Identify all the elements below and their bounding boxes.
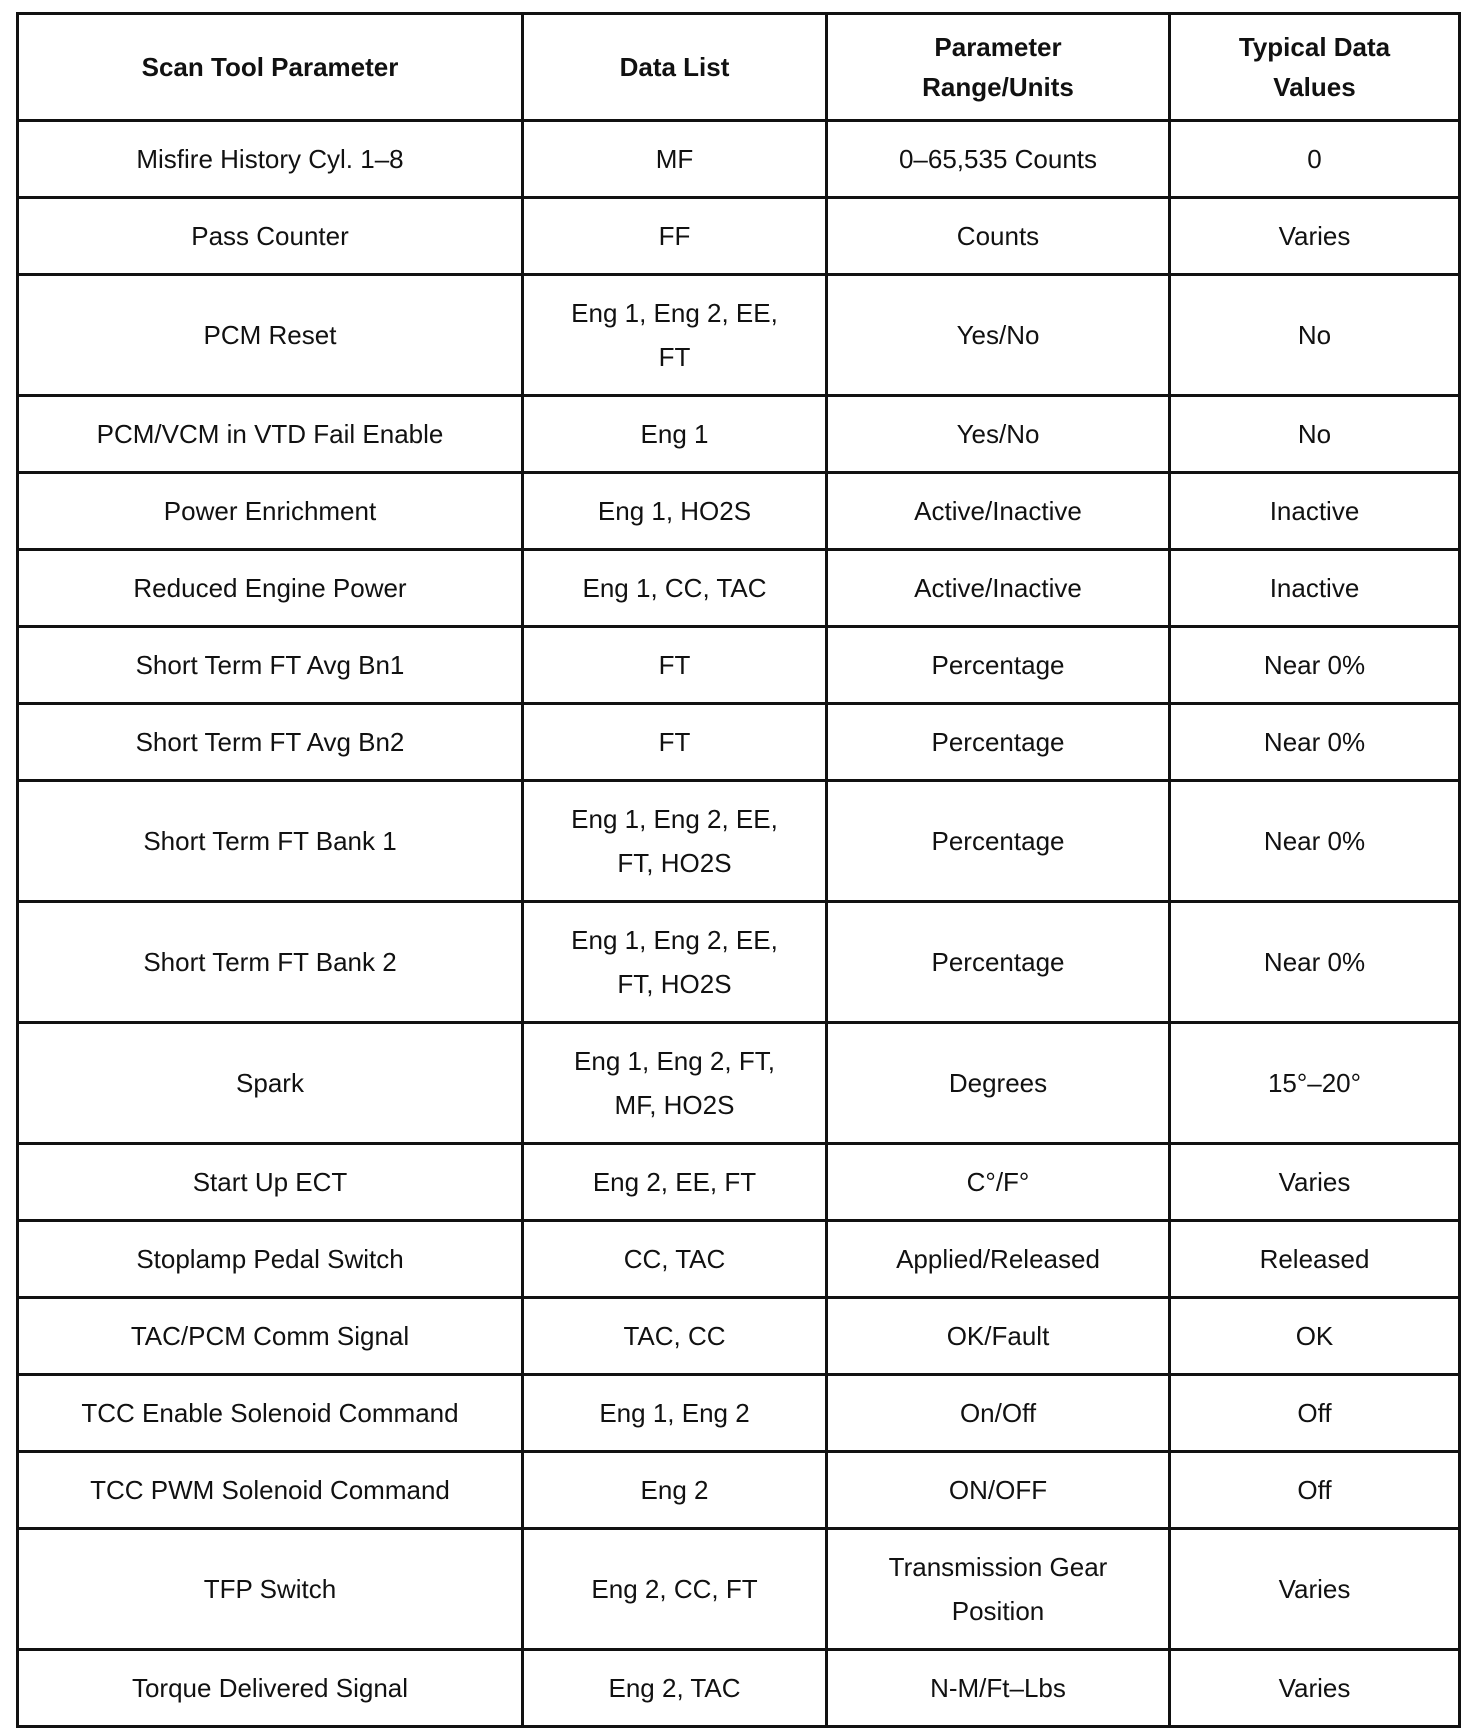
table-body (18, 121, 1460, 1727)
range-units-cell (827, 275, 1170, 396)
typical-value-cell (1170, 781, 1460, 902)
data-list-cell (523, 1375, 827, 1452)
cell-text: ON/OFF (948, 1475, 1048, 1505)
cell-text: Near 0% (1263, 727, 1366, 757)
cell-text: 0 (1307, 144, 1322, 174)
cell-text: Eng 2, CC, FT (591, 1574, 758, 1604)
cell-text: Near 0% (1263, 826, 1366, 856)
cell-text: Percentage (931, 650, 1065, 680)
typical-value-cell (1170, 1144, 1460, 1221)
range-units-cell (827, 1650, 1170, 1727)
cell-text: TAC/PCM Comm Signal (130, 1321, 410, 1351)
cell-text: Applied/Released (896, 1244, 1100, 1274)
cell-text: Short Term FT Bank 1 (143, 826, 397, 856)
parameter-cell (18, 275, 523, 396)
data-list-cell (523, 1452, 827, 1529)
cell-text: Off (1297, 1475, 1332, 1505)
cell-text: Varies (1278, 1167, 1351, 1197)
range-units-cell (827, 902, 1170, 1023)
cell-text: Near 0% (1263, 650, 1366, 680)
cell-text: OK (1295, 1321, 1334, 1351)
range-units-cell (827, 1529, 1170, 1650)
cell-text: Released (1259, 1244, 1370, 1274)
range-units-cell (827, 550, 1170, 627)
typical-value-cell (1170, 1023, 1460, 1144)
table-row (18, 1529, 1460, 1650)
parameter-cell (18, 121, 523, 198)
typical-value-cell (1170, 473, 1460, 550)
cell-text: Short Term FT Bank 2 (143, 947, 397, 977)
cell-text: Eng 1, Eng 2, EE, FT (571, 298, 778, 372)
typical-value-cell (1170, 1298, 1460, 1375)
parameter-cell (18, 704, 523, 781)
table-row (18, 1298, 1460, 1375)
cell-text: Near 0% (1263, 947, 1366, 977)
parameter-cell (18, 781, 523, 902)
typical-value-cell (1170, 627, 1460, 704)
typical-value-cell (1170, 198, 1460, 275)
cell-text: PCM Reset (203, 320, 337, 350)
table-row (18, 1023, 1460, 1144)
cell-text: PCM/VCM in VTD Fail Enable (96, 419, 444, 449)
cell-text: C°/F° (966, 1167, 1030, 1197)
table-row (18, 473, 1460, 550)
table-row (18, 704, 1460, 781)
cell-text: Misfire History Cyl. 1–8 (136, 144, 404, 174)
cell-text: TFP Switch (203, 1574, 337, 1604)
range-units-cell (827, 1375, 1170, 1452)
data-list-cell (523, 627, 827, 704)
table-row (18, 1221, 1460, 1298)
header-data-list: Data List (523, 14, 827, 121)
table-row (18, 781, 1460, 902)
data-list-cell (523, 198, 827, 275)
cell-text: Short Term FT Avg Bn2 (135, 727, 405, 757)
parameter-cell (18, 198, 523, 275)
header-typical-data-values: Typical Data Values (1170, 14, 1460, 121)
typical-value-cell (1170, 550, 1460, 627)
cell-text: Short Term FT Avg Bn1 (135, 650, 405, 680)
parameter-cell (18, 473, 523, 550)
data-list-cell (523, 1529, 827, 1650)
cell-text: Inactive (1269, 573, 1360, 603)
cell-text: Percentage (931, 947, 1065, 977)
cell-text: CC, TAC (623, 1244, 726, 1274)
range-units-cell (827, 121, 1170, 198)
typical-value-cell (1170, 1221, 1460, 1298)
range-units-cell (827, 1452, 1170, 1529)
cell-text: Yes/No (956, 320, 1040, 350)
cell-text: Inactive (1269, 496, 1360, 526)
cell-text: Eng 1, Eng 2, EE, FT, HO2S (571, 804, 778, 878)
range-units-cell (827, 473, 1170, 550)
cell-text: Yes/No (956, 419, 1040, 449)
header-row (18, 14, 1460, 121)
cell-text: On/Off (959, 1398, 1037, 1428)
cell-text: Stoplamp Pedal Switch (136, 1244, 404, 1274)
cell-text: No (1297, 419, 1332, 449)
data-list-cell (523, 473, 827, 550)
cell-text: MF (655, 144, 694, 174)
cell-text: FF (658, 221, 691, 251)
cell-text: Eng 2 (640, 1475, 709, 1505)
parameter-cell (18, 1023, 523, 1144)
range-units-cell (827, 704, 1170, 781)
range-units-cell (827, 1144, 1170, 1221)
data-list-cell (523, 902, 827, 1023)
cell-text: Eng 1, Eng 2, FT, MF, HO2S (574, 1046, 775, 1120)
range-units-cell (827, 198, 1170, 275)
cell-text: Transmission Gear Position (888, 1552, 1108, 1626)
typical-value-cell (1170, 1452, 1460, 1529)
table-row (18, 1375, 1460, 1452)
cell-text: Active/Inactive (914, 496, 1082, 526)
cell-text: Degrees (948, 1068, 1048, 1098)
cell-text: Reduced Engine Power (133, 573, 407, 603)
data-list-cell (523, 275, 827, 396)
cell-text: No (1297, 320, 1332, 350)
table-header (18, 14, 1460, 121)
table-row (18, 902, 1460, 1023)
scan-tool-data-table (16, 12, 1461, 1728)
parameter-cell (18, 1452, 523, 1529)
parameter-cell (18, 627, 523, 704)
cell-text: Eng 1, CC, TAC (582, 573, 767, 603)
table-row (18, 1144, 1460, 1221)
cell-text: Eng 1, Eng 2 (599, 1398, 750, 1428)
parameter-cell (18, 396, 523, 473)
data-list-cell (523, 1023, 827, 1144)
typical-value-cell (1170, 121, 1460, 198)
cell-text: TCC PWM Solenoid Command (90, 1475, 450, 1505)
table-row (18, 121, 1460, 198)
data-list-cell (523, 396, 827, 473)
table-row (18, 550, 1460, 627)
cell-text: 15°–20° (1267, 1068, 1362, 1098)
cell-text: TCC Enable Solenoid Command (81, 1398, 459, 1428)
range-units-cell (827, 396, 1170, 473)
data-list-cell (523, 1650, 827, 1727)
cell-text: Eng 1 (640, 419, 709, 449)
cell-text: FT (658, 650, 691, 680)
typical-value-cell (1170, 275, 1460, 396)
range-units-cell (827, 1023, 1170, 1144)
range-units-cell (827, 1221, 1170, 1298)
data-list-cell (523, 550, 827, 627)
range-units-cell (827, 781, 1170, 902)
data-list-cell (523, 781, 827, 902)
parameter-cell (18, 1144, 523, 1221)
typical-value-cell (1170, 396, 1460, 473)
data-list-cell (523, 1144, 827, 1221)
cell-text: Varies (1278, 1574, 1351, 1604)
table-row (18, 627, 1460, 704)
cell-text: Eng 2, EE, FT (592, 1167, 757, 1197)
cell-text: Spark (236, 1068, 304, 1098)
typical-value-cell (1170, 1650, 1460, 1727)
cell-text: N-M/Ft–Lbs (930, 1673, 1066, 1703)
cell-text: Eng 1, Eng 2, EE, FT, HO2S (571, 925, 778, 999)
cell-text: Torque Delivered Signal (131, 1673, 409, 1703)
cell-text: Power Enrichment (163, 496, 377, 526)
typical-value-cell (1170, 704, 1460, 781)
parameter-cell (18, 1298, 523, 1375)
cell-text: OK/Fault (946, 1321, 1050, 1351)
table-row (18, 1452, 1460, 1529)
parameter-cell (18, 1650, 523, 1727)
table-row (18, 198, 1460, 275)
range-units-cell (827, 627, 1170, 704)
cell-text: Varies (1278, 1673, 1351, 1703)
data-list-cell (523, 1298, 827, 1375)
cell-text: Varies (1278, 221, 1351, 251)
cell-text: Counts (956, 221, 1040, 251)
typical-value-cell (1170, 1375, 1460, 1452)
parameter-cell (18, 902, 523, 1023)
cell-text: Active/Inactive (914, 573, 1082, 603)
cell-text: Pass Counter (191, 221, 349, 251)
typical-value-cell (1170, 902, 1460, 1023)
table-row (18, 396, 1460, 473)
cell-text: TAC, CC (623, 1321, 726, 1351)
cell-text: Eng 1, HO2S (597, 496, 752, 526)
cell-text: 0–65,535 Counts (898, 144, 1098, 174)
range-units-cell (827, 1298, 1170, 1375)
table-row (18, 275, 1460, 396)
data-list-cell (523, 121, 827, 198)
cell-text: Percentage (931, 826, 1065, 856)
cell-text: Start Up ECT (192, 1167, 348, 1197)
parameter-cell (18, 1375, 523, 1452)
parameter-cell (18, 1221, 523, 1298)
data-list-cell (523, 1221, 827, 1298)
cell-text: Eng 2, TAC (608, 1673, 741, 1703)
cell-text: Percentage (931, 727, 1065, 757)
parameter-cell (18, 550, 523, 627)
header-scan-tool-parameter: Scan Tool Parameter (18, 14, 523, 121)
table-row (18, 1650, 1460, 1727)
header-parameter-range-units: Parameter Range/Units (827, 14, 1170, 121)
typical-value-cell (1170, 1529, 1460, 1650)
cell-text: Off (1297, 1398, 1332, 1428)
cell-text: FT (658, 727, 691, 757)
data-list-cell (523, 704, 827, 781)
parameter-cell (18, 1529, 523, 1650)
